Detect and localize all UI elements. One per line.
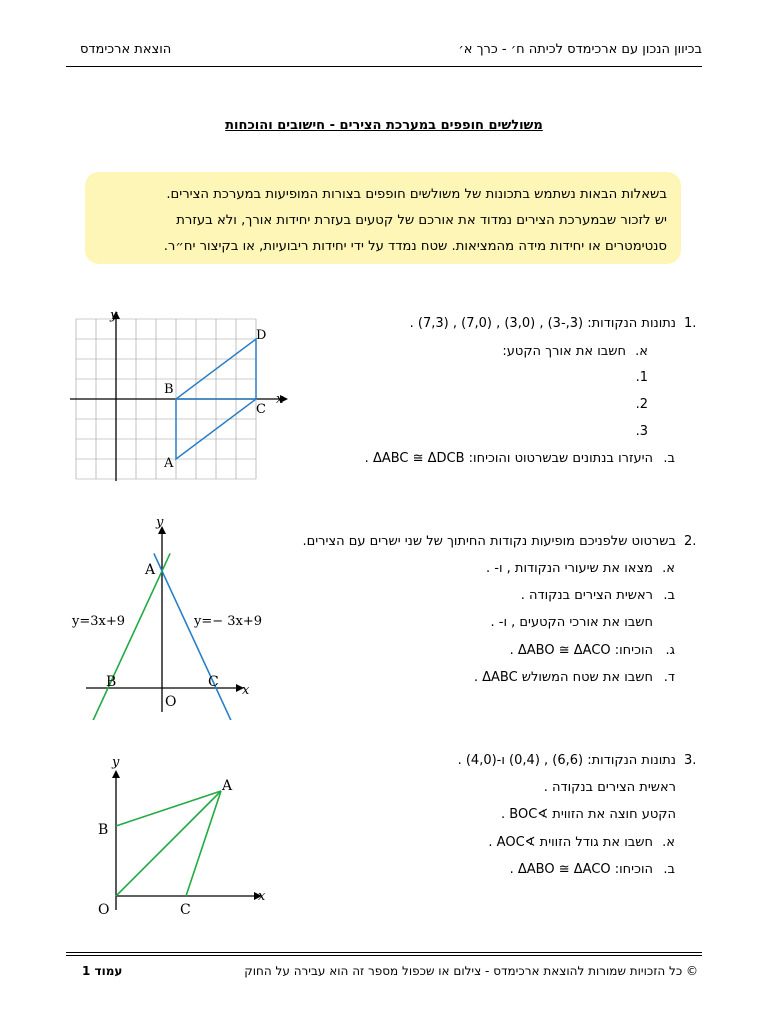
q2-x-label: x <box>242 683 250 698</box>
q3-label-b: B <box>98 822 109 838</box>
q3-number: 3. <box>684 753 697 768</box>
q2-b2-text: חשבו את אורכי הקטעים , ו- . <box>490 615 653 630</box>
q1-x-label: x <box>276 392 284 407</box>
header-publisher: הוצאת ארכימדס <box>80 42 172 57</box>
q3-graph <box>90 750 280 920</box>
q2-eq-1: y=3x+9 <box>72 614 126 629</box>
intro-line-2: יש לזכור שבמערכת הצירים נמדוד את אורכם של קטעים בעזרת יחידות אורך, ולא בעזרת <box>176 213 667 228</box>
q1-label-c: C <box>256 402 266 417</box>
q2-b-text: ראשית הצירים בנקודה . <box>520 588 653 603</box>
header-rule <box>66 66 702 67</box>
page-title: משולשים חופפים במערכת הצירים - חישובים והוכחות <box>225 118 543 133</box>
q3-origin-text: ראשית הצירים בנקודה . <box>543 780 676 795</box>
q1-label-a: A <box>164 456 174 471</box>
q3-label-o: O <box>98 902 110 918</box>
q2-b-label: ב. <box>663 588 675 603</box>
q1-graph <box>70 305 290 485</box>
q1-number: 1. <box>684 316 697 331</box>
q2-a-label: א. <box>662 561 675 576</box>
q3-segment-ba <box>116 791 221 826</box>
footer-rule-2 <box>66 955 702 956</box>
q3-x-label: x <box>258 889 266 904</box>
q3-a-text: חשבו את גודל הזווית ∢AOC . <box>488 835 653 850</box>
q3-label-c: C <box>180 902 191 918</box>
q1-label-b: B <box>164 382 174 397</box>
q2-intro: בשרטוט שלפניכם מופיעות נקודות החיתוך של שני ישרים עם הצירים. <box>302 534 676 549</box>
q1-given: נתונות הנקודות: (3,-3) , (3,0) , (7,0) , (7,3) . <box>409 316 676 331</box>
q2-c-label: ג. <box>665 643 675 658</box>
q2-line-positive-slope <box>88 553 170 720</box>
q1-label-d: D <box>256 328 267 343</box>
q3-b-label: ב. <box>663 862 675 877</box>
q3-bisect-text: הקטע חוצה את הזווית ∢BOC . <box>501 807 676 822</box>
q3-segment-oa <box>116 791 221 896</box>
q2-label-o: O <box>165 694 177 710</box>
q2-d-text: חשבו את שטח המשולש ΔABC . <box>473 670 653 685</box>
q1-a-label: א. <box>635 344 648 359</box>
header-book-title: בכיוון הנכון עם ארכימדס לכיתה ח׳ - כרך א׳ <box>458 42 702 57</box>
q1-b-text: היעזרו בנתונים שבשרטוט והוכיחו: ΔABC ≅ ΔDCB . <box>364 451 653 466</box>
q3-label-a: A <box>222 778 233 794</box>
q2-a-text: מצאו את שיעורי הנקודות , ו- . <box>486 561 653 576</box>
q2-c-text: הוכיחו: ΔABO ≅ ΔACO . <box>509 643 653 658</box>
q2-graph <box>70 510 270 720</box>
q2-label-a: A <box>145 562 156 578</box>
footer-page-number: עמוד 1 <box>82 964 123 978</box>
q3-y-arrow <box>112 770 120 778</box>
q3-y-label: y <box>112 755 120 770</box>
footer-rule-1 <box>66 952 702 953</box>
q2-label-b: B <box>106 674 117 690</box>
q3-triangle-segments <box>116 791 221 896</box>
q3-given: נתונות הנקודות: (6,6) , (0,4) ו-(4,0) . <box>457 753 676 768</box>
footer-copyright: © כל הזכויות שמורות להוצאת ארכימדס - צילום או שכפול מספר זה הוא עבירה על החוק <box>244 964 698 978</box>
q3-segment-ca <box>186 791 221 896</box>
q2-d-label: ד. <box>663 670 675 685</box>
q1-sub-3: 3. <box>635 424 648 439</box>
q1-a-text: חשבו את אורך הקטע: <box>502 344 626 359</box>
q2-number: 2. <box>684 534 697 549</box>
intro-line-3: סנטימטרים או יחידות מידה מהמציאות. שטח נמדד על ידי יחידות ריבועיות, או בקיצור יח״ר. <box>163 239 667 254</box>
intro-box <box>85 172 681 264</box>
q3-a-label: א. <box>662 835 675 850</box>
q2-eq-2: y=− 3x+9 <box>194 614 263 629</box>
intro-line-1: בשאלות הבאות נשתמש בתכונות של משולשים חופפים בצורות המופיעות במערכת הצירים. <box>166 187 667 202</box>
q1-b-label: ב. <box>663 451 675 466</box>
q1-sub-1: 1. <box>635 370 648 385</box>
q3-b-text: הוכיחו: ΔABO ≅ ΔACO . <box>509 862 653 877</box>
q1-y-label: y <box>110 308 118 323</box>
q1-sub-2: 2. <box>635 397 648 412</box>
q2-label-c: C <box>208 674 219 690</box>
q2-y-label: y <box>156 515 164 530</box>
